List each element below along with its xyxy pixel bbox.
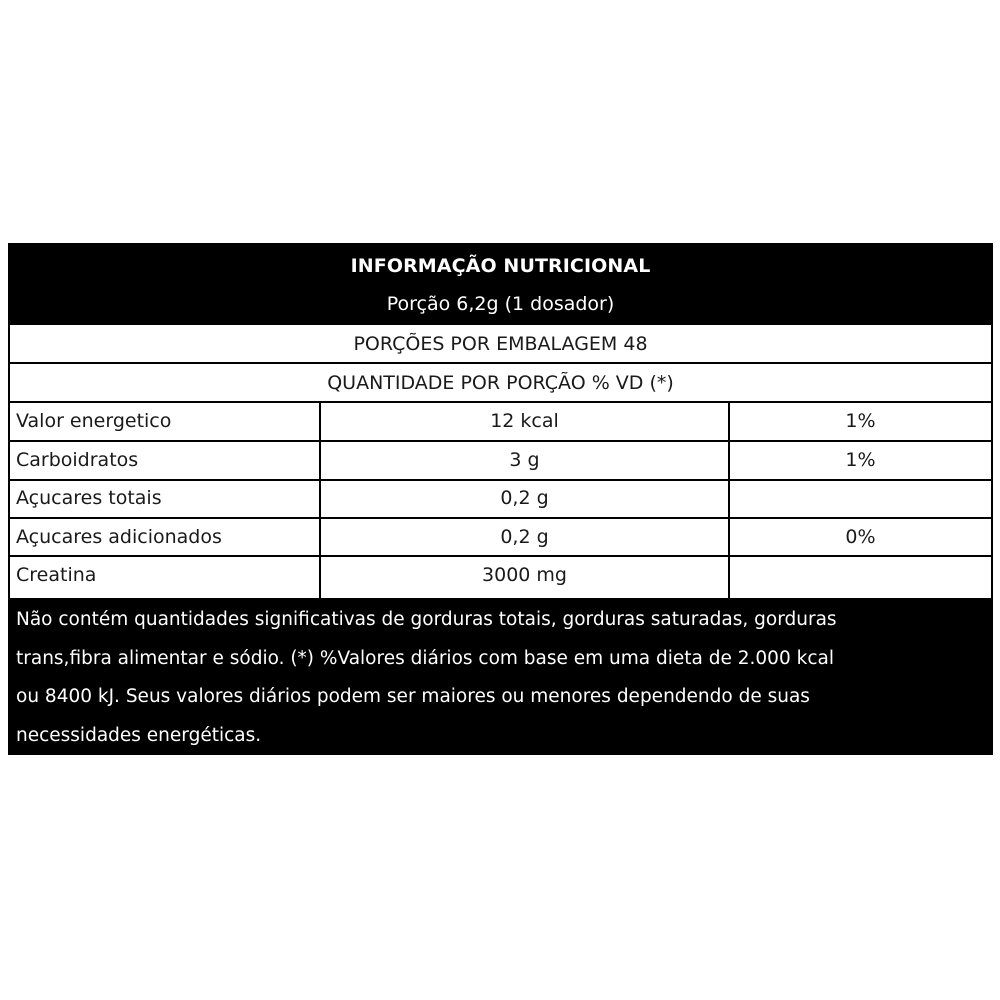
nutrient-name: Carboidratos (16, 449, 139, 471)
nutrition-table (10, 325, 991, 598)
nutrient-daily-value: 1% (845, 449, 876, 471)
column-divider (728, 403, 730, 598)
servings-per-package: PORÇÕES POR EMBALAGEM 48 (353, 333, 648, 355)
nutrient-daily-value: 0% (845, 526, 876, 548)
nutrient-amount: 0,2 g (500, 526, 549, 548)
nutrition-label (8, 243, 993, 755)
divider (10, 479, 991, 481)
label-footnote (16, 601, 981, 755)
footnote-line: necessidades energéticas. (16, 724, 262, 746)
nutrient-name: Valor energetico (16, 410, 172, 432)
nutrient-amount: 3000 mg (482, 564, 567, 586)
nutrient-name: Açucares totais (16, 487, 162, 509)
divider (10, 401, 991, 403)
nutrient-amount: 0,2 g (500, 487, 549, 509)
divider (10, 517, 991, 519)
footnote-line: trans,fibra alimentar e sódio. (*) %Valores diários com base em uma dieta de 2.000 kcal (16, 647, 834, 669)
nutrient-amount: 3 g (509, 449, 540, 471)
nutrient-amount: 12 kcal (490, 410, 559, 432)
footnote-line: Não contém quantidades significativas de gorduras totais, gorduras saturadas, gorduras (16, 609, 837, 630)
footnote-line: ou 8400 kJ. Seus valores diários podem ser maiores ou menores dependendo de suas (16, 686, 810, 707)
nutrient-name: Açucares adicionados (16, 526, 222, 548)
divider (10, 555, 991, 557)
label-header (8, 243, 993, 323)
portion-size: Porção 6,2g (1 dosador) (386, 293, 615, 315)
divider (10, 362, 991, 364)
nutrient-daily-value: 1% (845, 410, 876, 432)
divider (10, 440, 991, 442)
nutrient-name: Creatina (16, 564, 97, 586)
label-title: INFORMAÇÃO NUTRICIONAL (350, 255, 651, 277)
quantity-header: QUANTIDADE POR PORÇÃO % VD (*) (327, 372, 674, 394)
